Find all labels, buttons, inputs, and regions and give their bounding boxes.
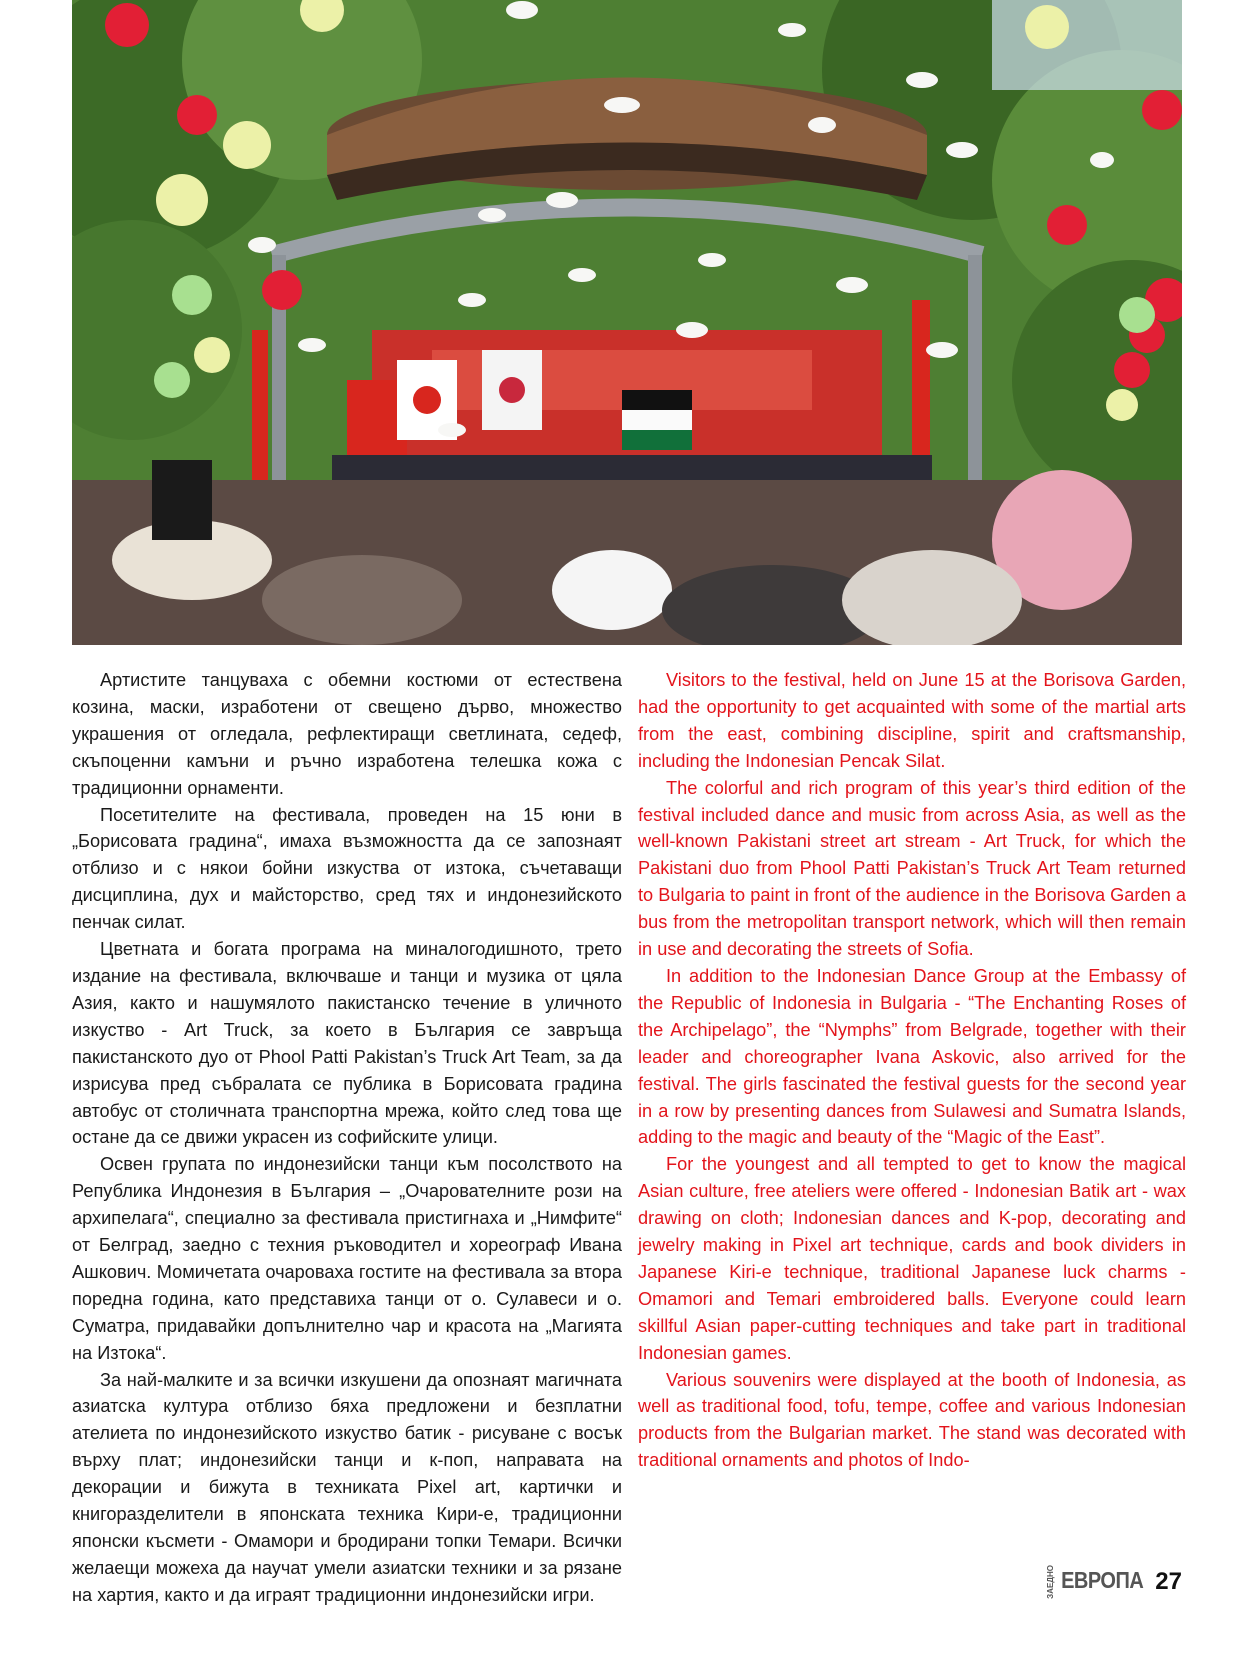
page-footer	[1046, 1565, 1182, 1599]
paragraph: Цветната и богата програма на миналогодишното, трето издание на фестивала, включваше и танци и музика от цяла Азия, както и нашумялото пакистанско течение в уличното изкуство - Art Truck, за което в България се завръща пакистанското дуо от Phool Patti Pakistan’s Truck Art Team, за да изрисува пред събралата се публика в Борисовата градина автобус от столичната транспортна мрежа, който след това ще остане да се движи украсен из софийските улици.	[72, 939, 622, 1148]
paragraph: Посетителите на фестивала, проведен на 15 юни в „Борисовата градина“, имаха възможността да се запознаят отблизо и с някои бойни изкуства от изтока, съчетаващи дисциплина, дух и майсторство, сред тях и индонезийското пенчак силат.	[72, 804, 622, 933]
magazine-brand-small: ЗАЕДНО	[1046, 1565, 1056, 1599]
article-column-english	[638, 667, 1186, 1474]
paragraph: За най-малките и за всички изкушени да опознаят магичната азиатска култура отблизо бяха предложени и безплатни ателиета по индонезийското изкуство батик - рисуване с восък върху плат; индонезийски танци и к-поп, направата на декорации и бижута в техниката Pixel art, картички и книгоразделители в японската техника Кири-е, традиционни японски късмети - Омамори и бродирани топки Темари. Всички желаещи можеха да научат умели азиатски техники и за рязане на хартия, както и да играят традиционни индонезийски игри.	[72, 1369, 622, 1605]
paragraph: The colorful and rich program of this year’s third edition of the festival included dance and music from across Asia, as well as the well-known Pakistani street art stream - Art Truck, for which the Pakistani duo from Phool Patti Pakistan’s Truck Art Team returned to Bulgaria to paint in front of the audience in the Borisova Garden a bus from the metropolitan transport network, which will then remain in use and decorating the streets of Sofia.	[638, 777, 1186, 960]
paragraph: In addition to the Indonesian Dance Group at the Embassy of the Republic of Indonesia in Bulgaria - “The Enchanting Roses of the Archipelago”, the “Nymphs” from Belgrade, together with their leader and choreographer Ivana Askovic, also arrived for the festival. The girls fascinated the festival guests for the second year in a row by presenting dances from Sulawesi and Sumatra Islands, adding to the magic and beauty of the “Magic of the East”.	[638, 965, 1186, 1148]
paragraph: Освен групата по индонезийски танци към посолството на Република Индонезия в България – „Очарователните рози на архипелага“, специално за фестивала пристигнаха и „Нимфите“ от Белград, заедно с техния ръководител и хореограф Ивана Ашкович. Момичетата очароваха гостите на фестивала за втора поредна година, като представиха танци от о. Сулавеси и о. Суматра, придавайки допълнително чар и красота на „Магията на Изтока“.	[72, 1154, 622, 1363]
article-column-bulgarian	[72, 667, 622, 1609]
page-number: 27	[1155, 1567, 1182, 1595]
paragraph: Various souvenirs were displayed at the booth of Indonesia, as well as traditional food, tofu, tempe, coffee and various Indonesian products from the Bulgarian market. The stand was decorated with traditional ornaments and photos of Indo-	[638, 1369, 1186, 1471]
festival-stage-photo	[72, 0, 1182, 645]
paragraph: Артистите танцуваха с обемни костюми от естествена козина, маски, изработени от свещено дърво, множество украшения от огледала, рефлектиращи светлината, седеф, скъпоценни камъни и ръчно изработена телешка кожа с традиционни орнаменти.	[72, 670, 622, 798]
paragraph: Visitors to the festival, held on June 15 at the Borisova Garden, had the opportunity to get acquainted with some of the martial arts from the east, combining discipline, spirit and craftsmanship, including the Indonesian Pencak Silat.	[638, 670, 1186, 771]
photo-illustration	[72, 0, 1182, 645]
magazine-brand: ЕВРОПА	[1061, 1568, 1144, 1594]
paragraph: For the youngest and all tempted to get to know the magical Asian culture, free ateliers were offered - Indonesian Batik art - wax drawing on cloth; Indonesian dances and K-pop, decorating and jewelry making in Pixel art technique, cards and book dividers in Japanese Kiri-e technique, traditional Japanese luck charms - Omamori and Temari embroidered balls. Everyone could learn skillful Asian paper-cutting techniques and take part in traditional Indonesian games.	[638, 1154, 1186, 1363]
